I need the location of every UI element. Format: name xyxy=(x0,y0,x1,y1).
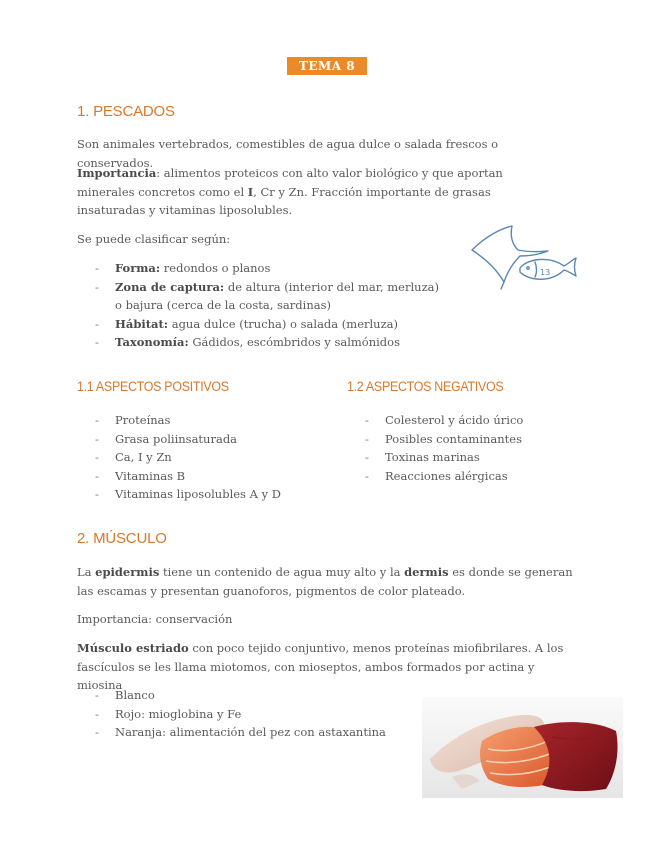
musculo-estriado-term: Músculo estriado xyxy=(77,641,189,655)
positivos-list xyxy=(77,411,327,504)
list-item: - Reacciones alérgicas xyxy=(347,467,597,486)
list-item: - Posibles contaminantes xyxy=(347,430,597,449)
text: La xyxy=(77,565,96,579)
fish-tag-text: 13 xyxy=(540,268,551,277)
list-item: - Blanco xyxy=(77,686,417,705)
epidermis-term: epidermis xyxy=(95,565,160,579)
negativos-list xyxy=(347,411,597,485)
list-item xyxy=(77,315,447,334)
clasificar-text: Se puede clasificar según: xyxy=(77,232,231,246)
item-text: de altura (interior del mar, merluza) o bajura (cerca de la costa, sardinas) xyxy=(115,279,439,312)
clasificacion-list xyxy=(77,259,447,352)
list-item: - Grasa poliinsaturada xyxy=(77,430,327,449)
list-item xyxy=(77,278,447,315)
item-label: Taxonomía: xyxy=(115,335,189,349)
item-label: Hábitat: xyxy=(115,316,169,331)
item-text: agua dulce (trucha) o salada (merluza) xyxy=(168,316,398,331)
list-item: - Colesterol y ácido úrico xyxy=(347,411,597,430)
musculo-list xyxy=(77,686,417,742)
positivos-title: 1.1 ASPECTOS POSITIVOS xyxy=(77,379,229,394)
list-item xyxy=(77,259,447,278)
list-item: - Vitaminas liposolubles A y D xyxy=(77,485,327,504)
importancia-paragraph xyxy=(77,164,562,220)
negativos-title: 1.2 ASPECTOS NEGATIVOS xyxy=(347,379,504,394)
importancia-text-2: , Cr y Zn. Fracción importante de grasas insaturadas y vitaminas liposolubles. xyxy=(77,184,491,217)
list-item: - Naranja: alimentación del pez con astaxantina xyxy=(77,723,417,742)
section-1-title: 1. PESCADOS xyxy=(77,103,175,120)
text: es donde se generan las escamas y presentan guanoforos, pigmentos de color plateado. xyxy=(77,565,573,598)
list-item: - Vitaminas B xyxy=(77,467,327,486)
section-1-intro: Son animales vertebrados, comestibles de agua dulce o salada frescos o conservados. xyxy=(77,137,499,170)
section-2-title: 2. MÚSCULO xyxy=(77,530,167,547)
list-item: - Ca, I y Zn xyxy=(77,448,327,467)
list-item: - Proteínas xyxy=(77,411,327,430)
text: tiene un contenido de agua muy alto y la xyxy=(159,565,405,579)
text: con poco tejido conjuntivo, menos proteínas miofibrilares. A los fascículos se les llama miotomos, con mioseptos, ambos formados por actina y miosina xyxy=(77,641,564,692)
item-label: Zona de captura: xyxy=(115,279,225,294)
importancia-label: Importancia xyxy=(77,166,157,180)
item-text: redondos o planos xyxy=(160,261,271,275)
epidermis-paragraph xyxy=(77,563,577,600)
fish-drawing-icon xyxy=(468,222,578,292)
importancia-text: : alimentos proteicos con alto valor biológico y que aportan minerales concretos como el xyxy=(77,166,503,199)
topic-badge xyxy=(287,57,367,75)
list-item: - Rojo: mioglobina y Fe xyxy=(77,705,417,724)
importancia-iodine: I xyxy=(247,184,254,199)
fish-fillets-photo xyxy=(422,697,623,798)
dermis-term: dermis xyxy=(404,565,449,579)
item-label: Forma: xyxy=(115,261,161,275)
topic-badge-label: TEMA 8 xyxy=(298,59,356,73)
list-item: - Toxinas marinas xyxy=(347,448,597,467)
importancia-conservacion: Importancia: conservación xyxy=(77,612,233,626)
list-item xyxy=(77,333,447,352)
item-text: Gádidos, escómbridos y salmónidos xyxy=(188,335,400,349)
